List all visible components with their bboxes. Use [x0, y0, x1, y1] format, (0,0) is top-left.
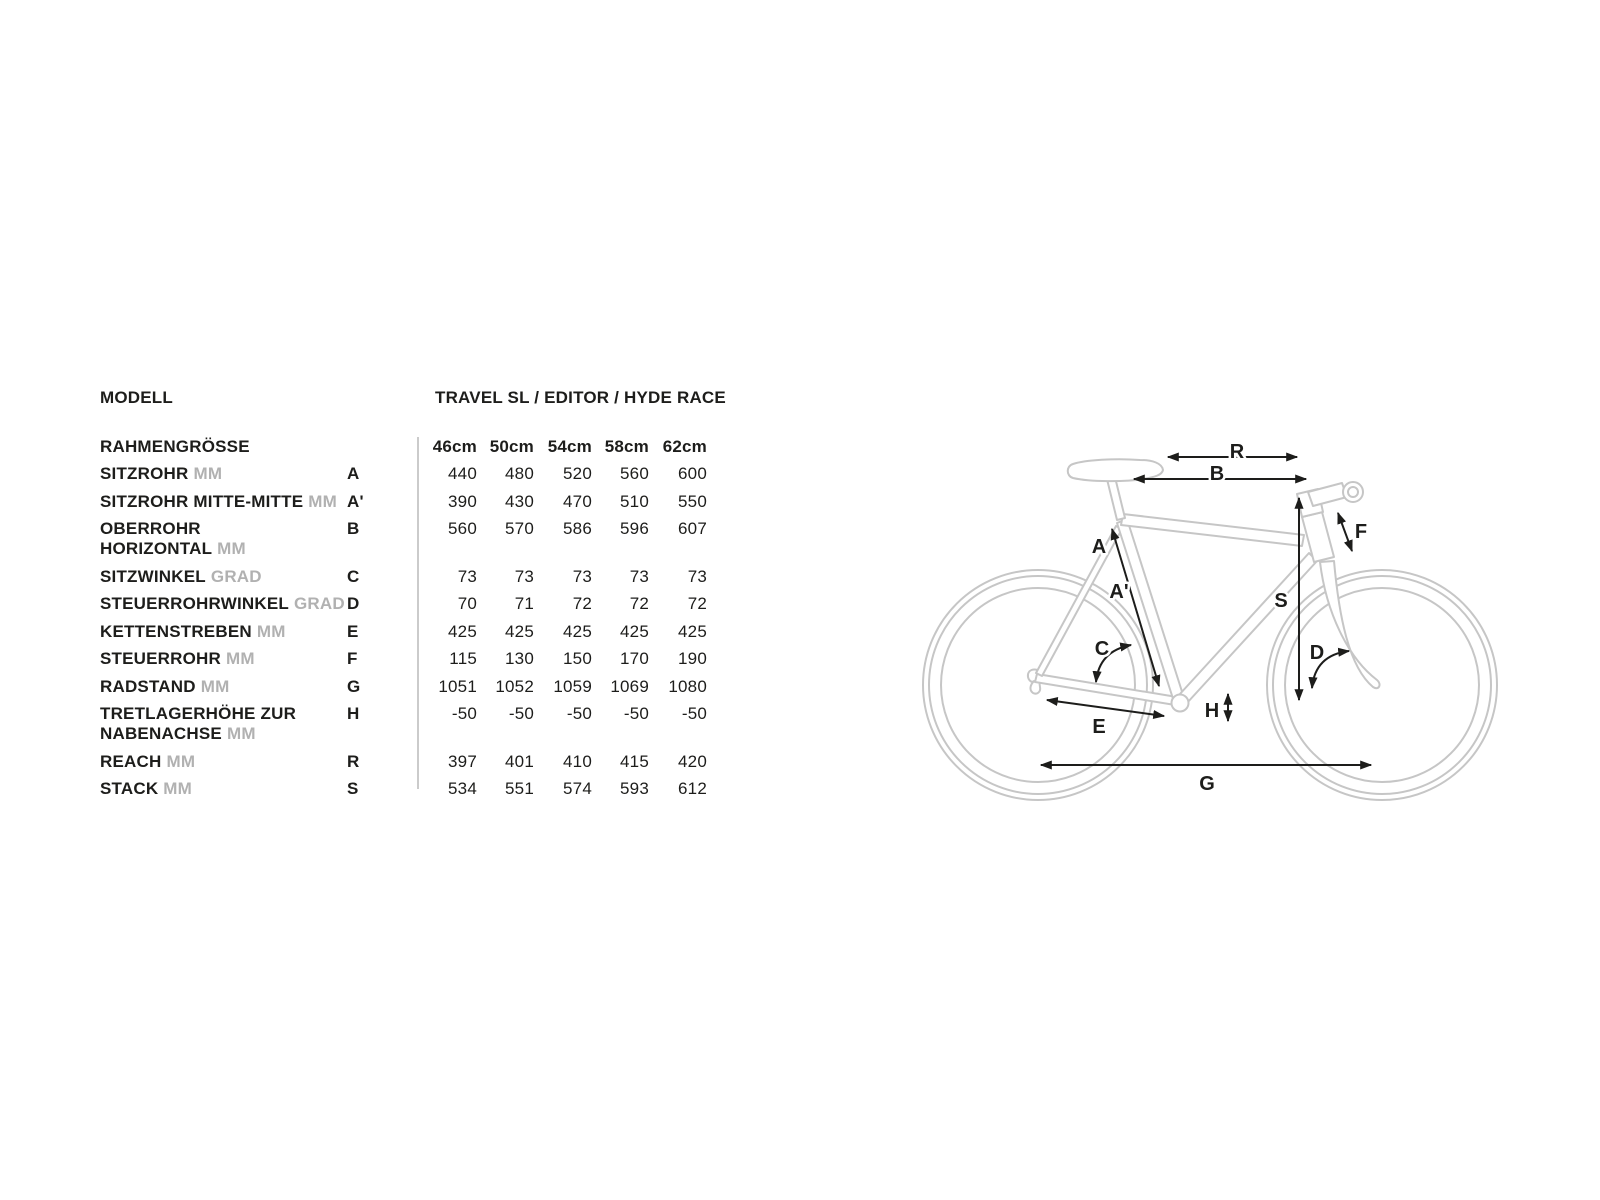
cell: 73 — [514, 566, 534, 586]
row-letter — [347, 433, 417, 461]
dim-label-e: E — [1092, 716, 1106, 738]
size-header: 46cm — [432, 436, 477, 456]
cell: 410 — [563, 751, 592, 771]
table-row — [100, 618, 707, 646]
row-unit: GRAD — [210, 566, 262, 586]
row-label-text: STACK — [100, 779, 159, 799]
row-label-text: STEUERROHR — [100, 649, 222, 669]
cell: 73 — [457, 566, 477, 586]
row-unit: GRAD — [293, 594, 345, 614]
dim-arrow-headtube — [1338, 513, 1352, 551]
cell: 420 — [678, 751, 707, 771]
cell: 596 — [620, 519, 649, 539]
row-label — [100, 461, 347, 489]
cell: 73 — [629, 566, 649, 586]
cell: 72 — [572, 594, 592, 614]
table-row — [100, 646, 707, 674]
row-label-text: TRETLAGERHÖHE ZUR NABENACHSE — [100, 704, 297, 744]
dim-label-f: F — [1354, 521, 1368, 543]
size-header: 50cm — [489, 436, 534, 456]
table-row — [100, 776, 707, 804]
dim-label-s: S — [1274, 590, 1288, 612]
row-letter: D — [347, 594, 360, 614]
row-label — [100, 591, 347, 619]
cell: 72 — [629, 594, 649, 614]
row-unit: MM — [226, 649, 255, 669]
row-letter: A' — [347, 491, 364, 511]
dim-label-d: D — [1309, 642, 1325, 664]
row-label — [100, 776, 347, 804]
model-value: TRAVEL SL / EDITOR / HYDE RACE — [435, 388, 726, 407]
row-label — [100, 618, 347, 646]
row-letter: B — [347, 519, 360, 539]
table-row — [100, 673, 707, 701]
cell: 593 — [620, 779, 649, 799]
row-unit: MM — [226, 724, 256, 744]
dim-label-h: H — [1204, 700, 1220, 722]
cell: 425 — [505, 621, 534, 641]
cell: 1052 — [495, 676, 534, 696]
bike-diagram — [880, 395, 1510, 825]
row-label — [100, 488, 347, 516]
cell: 440 — [448, 464, 477, 484]
bottom-bracket — [1172, 695, 1189, 712]
cell: 1059 — [553, 676, 592, 696]
row-unit: MM — [200, 676, 230, 696]
row-label — [100, 673, 347, 701]
row-label-text: REACH — [100, 751, 162, 771]
cell: 607 — [678, 519, 707, 539]
geometry-table — [100, 433, 707, 803]
dim-label-a: A — [1091, 536, 1107, 558]
cell: 70 — [457, 594, 477, 614]
cell: 510 — [620, 491, 649, 511]
cell: 190 — [678, 649, 707, 669]
row-letter: C — [347, 566, 360, 586]
cell: 551 — [505, 779, 534, 799]
cell: 115 — [449, 649, 477, 669]
row-letter: R — [347, 751, 360, 771]
size-header: 54cm — [547, 436, 592, 456]
row-label — [100, 516, 347, 564]
cell: 480 — [505, 464, 534, 484]
cell: 390 — [448, 491, 477, 511]
table-row — [100, 516, 707, 564]
row-unit: MM — [217, 539, 246, 559]
cell: 586 — [563, 519, 592, 539]
cell: 425 — [620, 621, 649, 641]
handlebar-grip-inner — [1348, 487, 1358, 497]
cell: 425 — [448, 621, 477, 641]
cell: 73 — [572, 566, 592, 586]
row-label — [100, 748, 347, 776]
row-unit: MM — [166, 751, 196, 771]
cell: -50 — [451, 704, 477, 724]
row-unit: MM — [308, 491, 337, 511]
table-row — [100, 563, 707, 591]
row-label — [100, 646, 347, 674]
cell: 560 — [448, 519, 477, 539]
cell: -50 — [566, 704, 592, 724]
stem — [1308, 483, 1347, 506]
cell: 612 — [678, 779, 707, 799]
cell: -50 — [681, 704, 707, 724]
cell: 401 — [505, 751, 534, 771]
cell: 425 — [678, 621, 707, 641]
row-label-text: KETTENSTREBEN — [100, 621, 252, 641]
top-tube — [1121, 514, 1304, 546]
row-label: RAHMENGRÖSSE — [100, 436, 250, 456]
row-letter: G — [347, 676, 361, 696]
table-row — [100, 591, 707, 619]
dim-label-a-prime: A' — [1109, 581, 1129, 603]
cell: 170 — [620, 649, 649, 669]
dim-label-g: G — [1199, 773, 1215, 795]
model-label: MODELL — [100, 388, 173, 407]
size-header: 58cm — [604, 436, 649, 456]
row-unit: MM — [256, 621, 286, 641]
cell: 520 — [563, 464, 592, 484]
row-label — [100, 701, 347, 749]
cell: 130 — [505, 649, 534, 669]
row-letter: H — [347, 704, 360, 724]
cell: 1080 — [668, 676, 707, 696]
cell: 397 — [448, 751, 477, 771]
cell: 600 — [678, 464, 707, 484]
table-row — [100, 748, 707, 776]
dim-label-b: B — [1209, 463, 1225, 485]
row-unit: MM — [193, 464, 223, 484]
dim-label-r: R — [1229, 441, 1245, 463]
row-label-text: STEUERROHRWINKEL — [100, 594, 289, 614]
row-letter: E — [347, 621, 359, 641]
size-header: 62cm — [662, 436, 707, 456]
table-row-sizes — [100, 433, 707, 461]
cell: 1051 — [438, 676, 477, 696]
table-row — [100, 701, 707, 749]
row-label-text: SITZROHR — [100, 464, 189, 484]
row-unit: MM — [163, 779, 193, 799]
row-letter: F — [347, 649, 358, 669]
row-letter: S — [347, 779, 359, 799]
cell: 150 — [563, 649, 592, 669]
cell: 1069 — [610, 676, 649, 696]
row-label-text: SITZROHR MITTE-MITTE — [100, 491, 304, 511]
row-label-text: RADSTAND — [100, 676, 196, 696]
cell: 470 — [563, 491, 592, 511]
row-label-text: OBERROHR HORIZONTAL — [100, 519, 213, 559]
cell: -50 — [623, 704, 649, 724]
cell: 415 — [620, 751, 649, 771]
cell: 430 — [505, 491, 534, 511]
model-header — [100, 388, 820, 408]
table-row — [100, 488, 707, 516]
cell: 570 — [505, 519, 534, 539]
cell: 72 — [687, 594, 707, 614]
row-letter: A — [347, 464, 360, 484]
down-tube — [1179, 553, 1317, 703]
cell: 534 — [448, 779, 477, 799]
dim-label-c: C — [1094, 638, 1110, 660]
row-label — [100, 563, 347, 591]
cell: 574 — [563, 779, 592, 799]
cell: 560 — [620, 464, 649, 484]
cell: 550 — [678, 491, 707, 511]
cell: 71 — [514, 594, 534, 614]
table-row — [100, 461, 707, 489]
cell: -50 — [508, 704, 534, 724]
cell: 425 — [563, 621, 592, 641]
cell: 73 — [687, 566, 707, 586]
saddle — [1068, 459, 1163, 481]
row-label-text: SITZWINKEL — [100, 566, 206, 586]
